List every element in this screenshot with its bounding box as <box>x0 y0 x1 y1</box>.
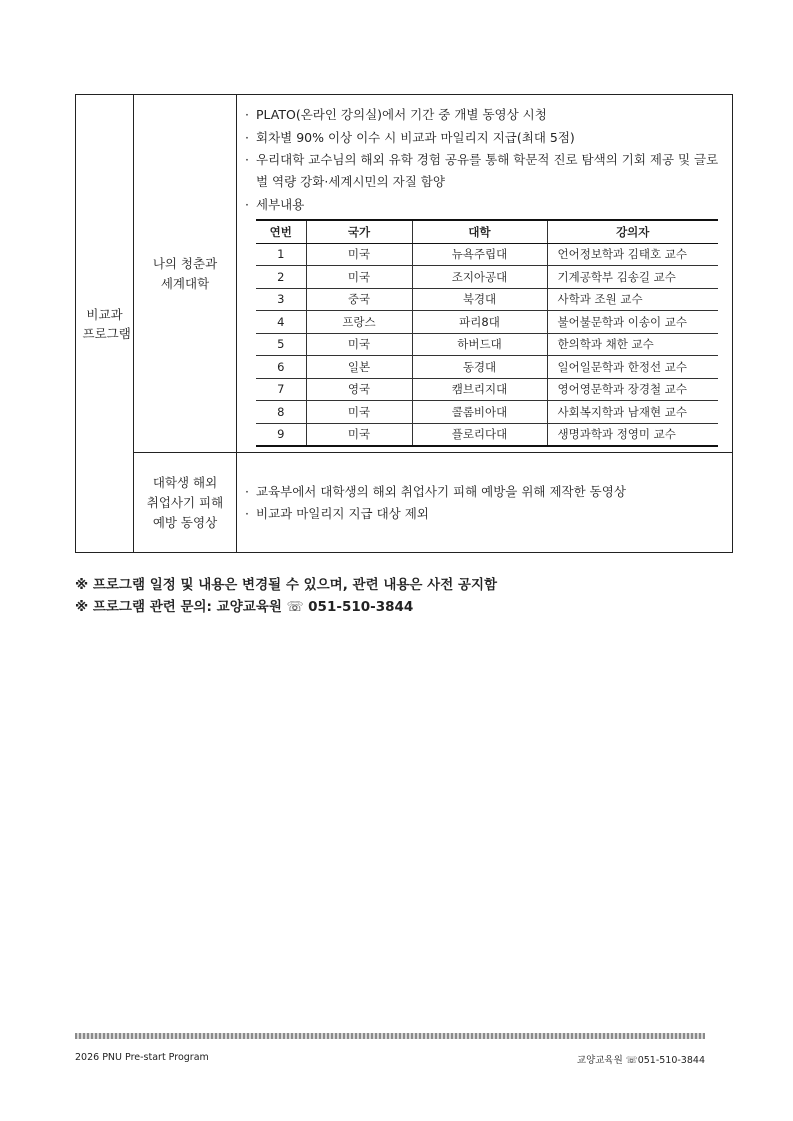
bullet-item: · 비교과 마일리지 지급 대상 제외 <box>245 503 726 525</box>
contact-note <box>75 596 497 618</box>
detail-row <box>256 288 718 311</box>
bullet-item: · 교육부에서 대학생의 해외 취업사기 피해 예방을 위해 제작한 동영상 <box>245 481 726 503</box>
contact-phone: 051-510-3844 <box>308 599 414 615</box>
bullet-item: · 회차별 90% 이상 이수 시 비교과 마일리지 지급(최대 5점) <box>245 126 726 149</box>
row-university: 동경대 <box>412 356 547 379</box>
bullet-item: · 세부내용 <box>245 193 726 216</box>
program-name-cell <box>134 453 237 553</box>
program-row-fraud-prevention <box>76 453 733 553</box>
row-country: 영국 <box>306 378 412 401</box>
row-country: 미국 <box>306 243 412 266</box>
program-bullets <box>237 95 732 216</box>
row-no: 6 <box>256 356 306 379</box>
row-university: 조지아공대 <box>412 266 547 289</box>
footer-divider <box>75 1033 705 1039</box>
row-lecturer: 불어불문학과 이송이 교수 <box>547 311 718 334</box>
detail-body <box>256 243 718 446</box>
category-cell <box>76 95 134 553</box>
row-no: 8 <box>256 401 306 424</box>
detail-row <box>256 266 718 289</box>
footer-program-name: 2026 PNU Pre-start Program <box>75 1052 209 1063</box>
program-name-fraud-prevention: 대학생 해외 취업사기 피해 예방 동영상 <box>146 474 224 530</box>
row-lecturer: 한의학과 채한 교수 <box>547 333 718 356</box>
detail-row <box>256 378 718 401</box>
program-row-world-university <box>76 95 733 453</box>
row-university: 북경대 <box>412 288 547 311</box>
detail-row <box>256 243 718 266</box>
row-lecturer: 생명과학과 정영미 교수 <box>547 423 718 446</box>
row-university: 파리8대 <box>412 311 547 334</box>
row-no: 5 <box>256 333 306 356</box>
row-lecturer: 언어정보학과 김태호 교수 <box>547 243 718 266</box>
detail-row <box>256 311 718 334</box>
row-lecturer: 기계공학부 김송길 교수 <box>547 266 718 289</box>
row-country: 미국 <box>306 266 412 289</box>
row-country: 미국 <box>306 401 412 424</box>
row-no: 1 <box>256 243 306 266</box>
row-no: 7 <box>256 378 306 401</box>
row-no: 2 <box>256 266 306 289</box>
row-university: 콜롬비아대 <box>412 401 547 424</box>
schedule-change-note: ※ 프로그램 일정 및 내용은 변경될 수 있으며, 관련 내용은 사전 공지함 <box>75 577 498 593</box>
row-university: 플로리다대 <box>412 423 547 446</box>
program-content-cell <box>237 453 733 553</box>
phone-icon: ☏ <box>286 599 304 615</box>
row-country: 미국 <box>306 333 412 356</box>
detail-row <box>256 333 718 356</box>
row-no: 3 <box>256 288 306 311</box>
row-country: 일본 <box>306 356 412 379</box>
notes <box>75 574 497 618</box>
header-no: 연번 <box>256 220 306 243</box>
contact-note-text: ※ 프로그램 관련 문의: 교양교육원 <box>75 599 282 615</box>
lecture-detail-table <box>256 219 718 447</box>
footer-contact: 교양교육원 ☏051-510-3844 <box>576 1055 705 1066</box>
detail-row <box>256 356 718 379</box>
program-bullets <box>237 481 732 525</box>
header-country: 국가 <box>306 220 412 243</box>
row-lecturer: 일어일문학과 한정선 교수 <box>547 356 718 379</box>
row-university: 뉴욕주립대 <box>412 243 547 266</box>
row-country: 프랑스 <box>306 311 412 334</box>
row-lecturer: 사학과 조원 교수 <box>547 288 718 311</box>
detail-row <box>256 423 718 446</box>
row-university: 하버드대 <box>412 333 547 356</box>
bullet-item: · 우리대학 교수님의 해외 유학 경험 공유를 통해 학문적 진로 탐색의 기회 제공 및 글로벌 역량 강화·세계시민의 자질 함양 <box>245 149 726 193</box>
row-no: 9 <box>256 423 306 446</box>
detail-header-row <box>256 220 718 243</box>
program-table <box>75 94 733 553</box>
row-university: 캠브리지대 <box>412 378 547 401</box>
row-country: 중국 <box>306 288 412 311</box>
row-lecturer: 사회복지학과 남재현 교수 <box>547 401 718 424</box>
header-university: 대학 <box>412 220 547 243</box>
program-name-world-university: 나의 청춘과 세계대학 <box>152 255 218 291</box>
row-lecturer: 영어영문학과 장경철 교수 <box>547 378 718 401</box>
bullet-item: · PLATO(온라인 강의실)에서 기간 중 개별 동영상 시청 <box>245 103 726 126</box>
header-lecturer: 강의자 <box>547 220 718 243</box>
category-label: 비교과 프로그램 <box>82 306 131 341</box>
program-content-cell <box>237 95 733 453</box>
detail-row <box>256 401 718 424</box>
row-no: 4 <box>256 311 306 334</box>
program-name-cell <box>134 95 237 453</box>
row-country: 미국 <box>306 423 412 446</box>
